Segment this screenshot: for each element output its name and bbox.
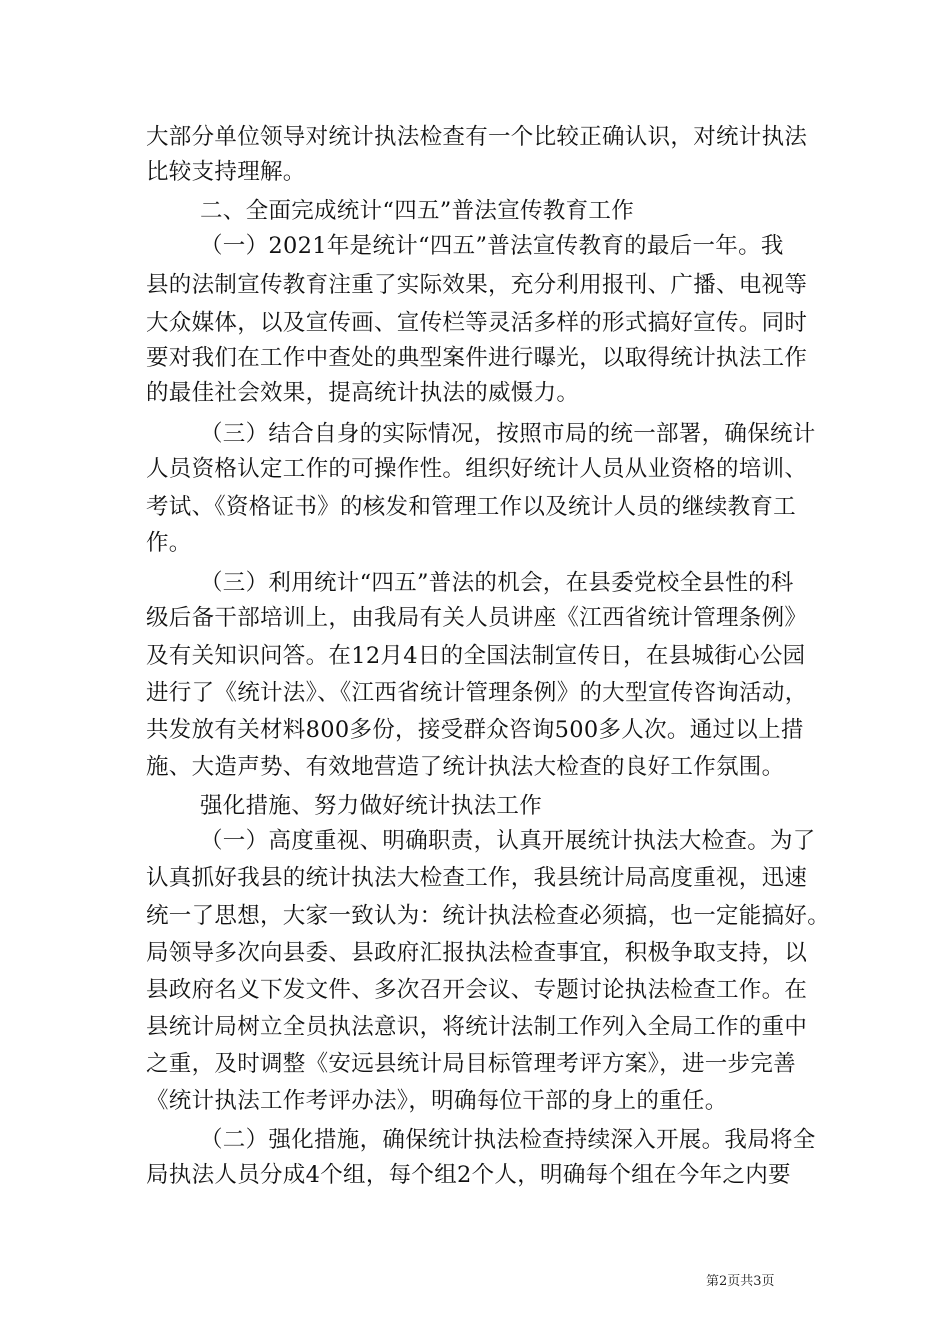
page-number: 第2页共3页 xyxy=(706,1274,775,1289)
text-line: 比较支持理解。 xyxy=(146,159,306,185)
text-line: 级后备干部培训上，由我局有关人员讲座《江西省统计管理条例》 xyxy=(146,605,808,631)
text-line: 考试、《资格证书》的核发和管理工作以及统计人员的继续教育工 xyxy=(146,494,796,520)
text-line: 《统计执法工作考评办法》，明确每位干部的身上的重任。 xyxy=(146,1088,728,1114)
text-line: （二）强化措施，确保统计执法检查持续深入开展。我局将全 xyxy=(200,1127,816,1153)
text-line: 局领导多次向县委、县政府汇报执法检查事宜，积极争取支持，以 xyxy=(146,940,808,966)
text-line: 人员资格认定工作的可操作性。组织好统计人员从业资格的培训、 xyxy=(146,456,808,482)
text-line: （一）高度重视、明确职责，认真开展统计执法大检查。为了 xyxy=(200,828,816,854)
text-line: 施、大造声势、有效地营造了统计执法大检查的良好工作氛围。 xyxy=(146,754,785,780)
text-line: 作。 xyxy=(146,530,192,556)
text-line: 共发放有关材料800多份，接受群众咨询500多人次。通过以上措 xyxy=(146,717,804,743)
text-line: 县的法制宣传教育注重了实际效果，充分利用报刊、广播、电视等 xyxy=(146,272,808,298)
text-line: 大部分单位领导对统计执法检查有一个比较正确认识，对统计执法 xyxy=(146,124,808,150)
text-line: 县政府名义下发文件、多次召开会议、专题讨论执法检查工作。在 xyxy=(146,977,808,1003)
text-line: （三）利用统计“四五”普法的机会，在县委党校全县性的科 xyxy=(200,570,794,596)
text-line: 的最佳社会效果，提高统计执法的威慑力。 xyxy=(146,380,580,406)
text-line: 之重，及时调整《安远县统计局目标管理考评方案》，进一步完善 xyxy=(146,1051,796,1077)
text-line: 及有关知识问答。在12月4日的全国法制宣传日，在县城街心公园 xyxy=(146,643,806,669)
text-line: 要对我们在工作中查处的典型案件进行曝光，以取得统计执法工作 xyxy=(146,345,808,371)
text-line: 大众媒体，以及宣传画、宣传栏等灵活多样的形式搞好宣传。同时 xyxy=(146,310,808,336)
section-heading: 强化措施、努力做好统计执法工作 xyxy=(200,793,543,819)
text-line: 认真抓好我县的统计执法大检查工作，我县统计局高度重视，迅速 xyxy=(146,865,808,891)
section-heading: 二、全面完成统计“四五”普法宣传教育工作 xyxy=(200,198,635,224)
text-line: 进行了《统计法》、《江西省统计管理条例》的大型宣传咨询活动， xyxy=(146,680,808,706)
text-line: 局执法人员分成4个组，每个组2个人，明确每个组在今年之内要 xyxy=(146,1162,791,1188)
text-line: 县统计局树立全员执法意识，将统计法制工作列入全局工作的重中 xyxy=(146,1014,808,1040)
text-line: 统一了思想，大家一致认为：统计执法检查必须搞，也一定能搞好。 xyxy=(146,903,831,929)
text-line: （三）结合自身的实际情况，按照市局的统一部署，确保统计 xyxy=(200,421,816,447)
text-line: （一）2021年是统计“四五”普法宣传教育的最后一年。我 xyxy=(200,233,784,259)
